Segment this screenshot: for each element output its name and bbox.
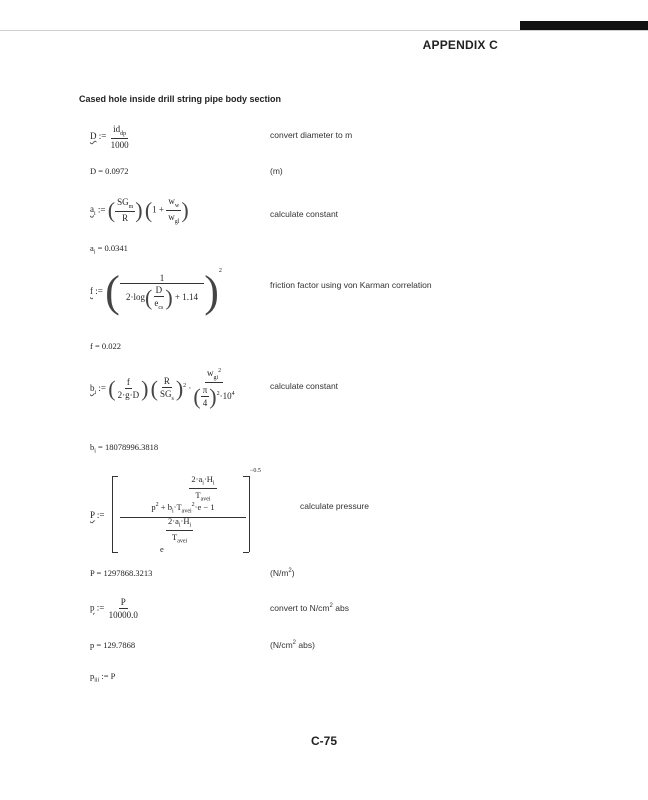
eq-b-f-fraction: $\frac{f}{2\cdot g\cdot D}$ [117,377,140,401]
eq-D-result: D = 0.0972 [90,166,129,176]
appendix-heading: APPENDIX C [422,38,498,52]
eq-P-lhs: P := [90,510,105,520]
eq-P-exponent: −0.5 [250,468,261,475]
eq-piii: $p_{iii}$ := P [90,671,116,684]
eq-b-r-fraction: $\frac{R}{SG_s}$ [159,376,174,402]
eq-P-left-bracket-top [112,476,118,477]
header-rule [0,30,648,31]
eq-P-left-bracket-bottom [112,552,118,553]
eq-P-right-bracket-bottom [243,552,249,553]
eq-D-lhs: D [90,130,97,141]
eq-p-definition: p := $\frac{P}{10000.0}$ [90,597,138,620]
eq-b-result: $b_i = 18078996.3818$ [90,442,159,455]
eq-a-definition: $a_i$ := ( $\frac{SG_m}{R}$ ) (1 + $\frac{w_w}{w_{gl}}$ ) [90,196,189,225]
eq-P-result: P = 1297868.3213 [90,568,153,578]
eq-D-definition: D := $\frac{id_{dp}}{1000}$ [90,124,129,150]
eq-p-unit: ($N/cm^2$ abs) [270,640,315,650]
eq-D-fraction: $\frac{id_{dp}}{1000}$ [110,124,129,150]
section-title: Cased hole inside drill string pipe body section [79,94,282,104]
eq-p-result: p = 129.7868 [90,640,136,650]
eq-P-comment: calculate pressure [300,501,369,511]
eq-b-definition: $b_i$ := ( $\frac{f}{2\cdot g\cdot D}$ ) ( $\frac{R}{SG_s}$ )$^2$ · $w_{gi}^2$ ( $\frac{\pi}{4}$ )$^2\cdot 10^4$ [90,368,235,409]
eq-f-comment: friction factor using von Karman correlation [270,280,432,290]
eq-a-w-fraction: $\frac{w_w}{w_{gl}}$ [168,196,180,225]
eq-P-right-bracket [249,476,250,552]
eq-f-fraction: 1 2·log( $\frac{D}{e_{cs}}$ ) + 1.14 [120,273,205,311]
page-number: C-75 [310,734,337,748]
eq-a-sg-fraction: $\frac{SG_m}{R}$ [117,197,134,224]
eq-P-left-bracket [112,476,113,552]
eq-P-unit: $(N/m^2)$ [270,568,295,578]
eq-b-comment: calculate constant [270,381,339,391]
eq-f-de-fraction: $\frac{D}{e_{cs}}$ [154,285,164,311]
eq-f-result: f = 0.022 [90,341,121,351]
eq-b-w-fraction: $w_{gi}^2$ ( $\frac{\pi}{4}$ )$^2\cdot 10^4$ [193,368,235,409]
eq-a-result: $a_i = 0.0341$ [90,243,128,256]
eq-f-definition: f := ( 1 2·log( $\frac{D}{e_{cs}}$ ) + 1.14 )$^2$ [90,266,222,316]
eq-D-comment: convert diameter to m [270,130,353,140]
eq-P-denominator: $\frac{2\cdot a_i\cdot H_i}{T_{avei}}$ e [160,516,192,555]
eq-a-comment: calculate constant [270,209,339,219]
eq-P-numerator: $\frac{2\cdot a_i\cdot H_i}{T_{avei}}$ $p^2 + b_i\cdot T_{avei}^2\cdot e - 1$ [120,474,246,518]
eq-p-comment: convert to $N/cm^2$ abs [270,603,349,613]
eq-D-unit: (m) [270,166,283,176]
eq-p-fraction: $\frac{P}{10000.0}$ [108,597,138,620]
